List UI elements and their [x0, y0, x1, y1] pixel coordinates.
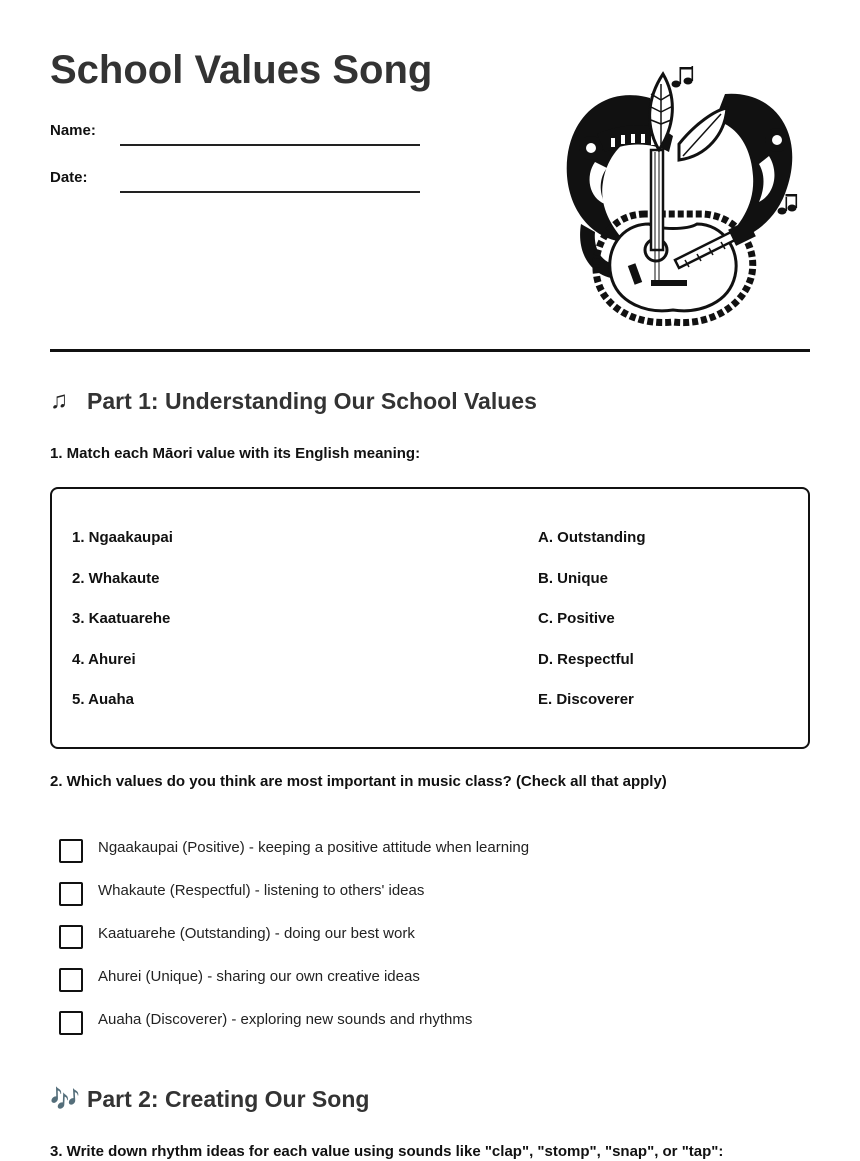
- maori-value-item: 1. Ngaakaupai: [72, 529, 173, 546]
- question-1: 1. Match each Māori value with its English meaning:: [50, 445, 421, 462]
- checklist-item: [59, 880, 529, 923]
- guitar-koru-logo: [555, 64, 805, 328]
- date-label: Date:: [50, 169, 88, 186]
- english-meaning-item: B. Unique: [538, 569, 608, 587]
- part1-heading: [50, 387, 537, 415]
- english-meaning-item: C. Positive: [538, 610, 615, 627]
- values-checklist: [59, 837, 529, 1052]
- checklist-item: [59, 837, 529, 880]
- part2-heading-text: Part 2: Creating Our Song: [87, 1086, 370, 1112]
- music-notes-icon: 🎶: [50, 1086, 80, 1113]
- maori-value-item: 3. Kaatuarehe: [72, 610, 171, 627]
- checkbox-kaatuarehe[interactable]: [59, 925, 83, 949]
- question-2: 2. Which values do you think are most important in music class? (Check all that apply): [50, 773, 667, 790]
- maori-value-item: 5. Auaha: [72, 691, 134, 708]
- maori-values-list: [72, 529, 173, 732]
- checkbox-ahurei[interactable]: [59, 968, 83, 992]
- music-note-top: [672, 66, 694, 88]
- checklist-item: [59, 966, 529, 1009]
- worksheet-header: [50, 48, 810, 338]
- english-meaning-item: D. Respectful: [538, 650, 634, 668]
- checklist-label: Whakaute (Respectful) - listening to others' ideas: [98, 882, 425, 899]
- name-write-line[interactable]: [120, 144, 420, 146]
- matching-box: [50, 487, 810, 749]
- checklist-item: [59, 1009, 529, 1052]
- header-divider: [50, 349, 810, 352]
- checkbox-whakaute[interactable]: [59, 882, 83, 906]
- maori-value-item: 2. Whakaute: [72, 569, 160, 587]
- english-meanings-list: [538, 529, 646, 732]
- koru-swirl-left: [567, 95, 655, 242]
- checkbox-ngaakaupai[interactable]: [59, 839, 83, 863]
- checkbox-auaha[interactable]: [59, 1011, 83, 1035]
- question-3: 3. Write down rhythm ideas for each value using sounds like "clap", "stomp", "snap", or "tap":: [50, 1143, 724, 1160]
- guitar-neck: [651, 150, 663, 250]
- name-field: [50, 120, 420, 146]
- worksheet-page: [50, 0, 810, 1161]
- checklist-label: Ngaakaupai (Positive) - keeping a positive attitude when learning: [98, 839, 530, 856]
- checklist-label: Kaatuarehe (Outstanding) - doing our best work: [98, 925, 415, 942]
- part2-heading: [50, 1085, 369, 1114]
- checklist-item: [59, 923, 529, 966]
- music-note-icon: ♫: [50, 387, 68, 414]
- english-meaning-item: A. Outstanding: [538, 529, 646, 546]
- date-write-line[interactable]: [120, 191, 420, 193]
- date-field: [50, 167, 420, 193]
- part1-heading-text: Part 1: Understanding Our School Values: [87, 387, 537, 414]
- page-title: School Values Song: [50, 48, 433, 92]
- checklist-label: Ahurei (Unique) - sharing our own creative ideas: [98, 968, 420, 985]
- name-label: Name:: [50, 122, 96, 139]
- english-meaning-item: E. Discoverer: [538, 691, 634, 708]
- maori-value-item: 4. Ahurei: [72, 650, 136, 668]
- guitar-bridge: [651, 280, 687, 286]
- checklist-label: Auaha (Discoverer) - exploring new sounds and rhythms: [98, 1011, 473, 1028]
